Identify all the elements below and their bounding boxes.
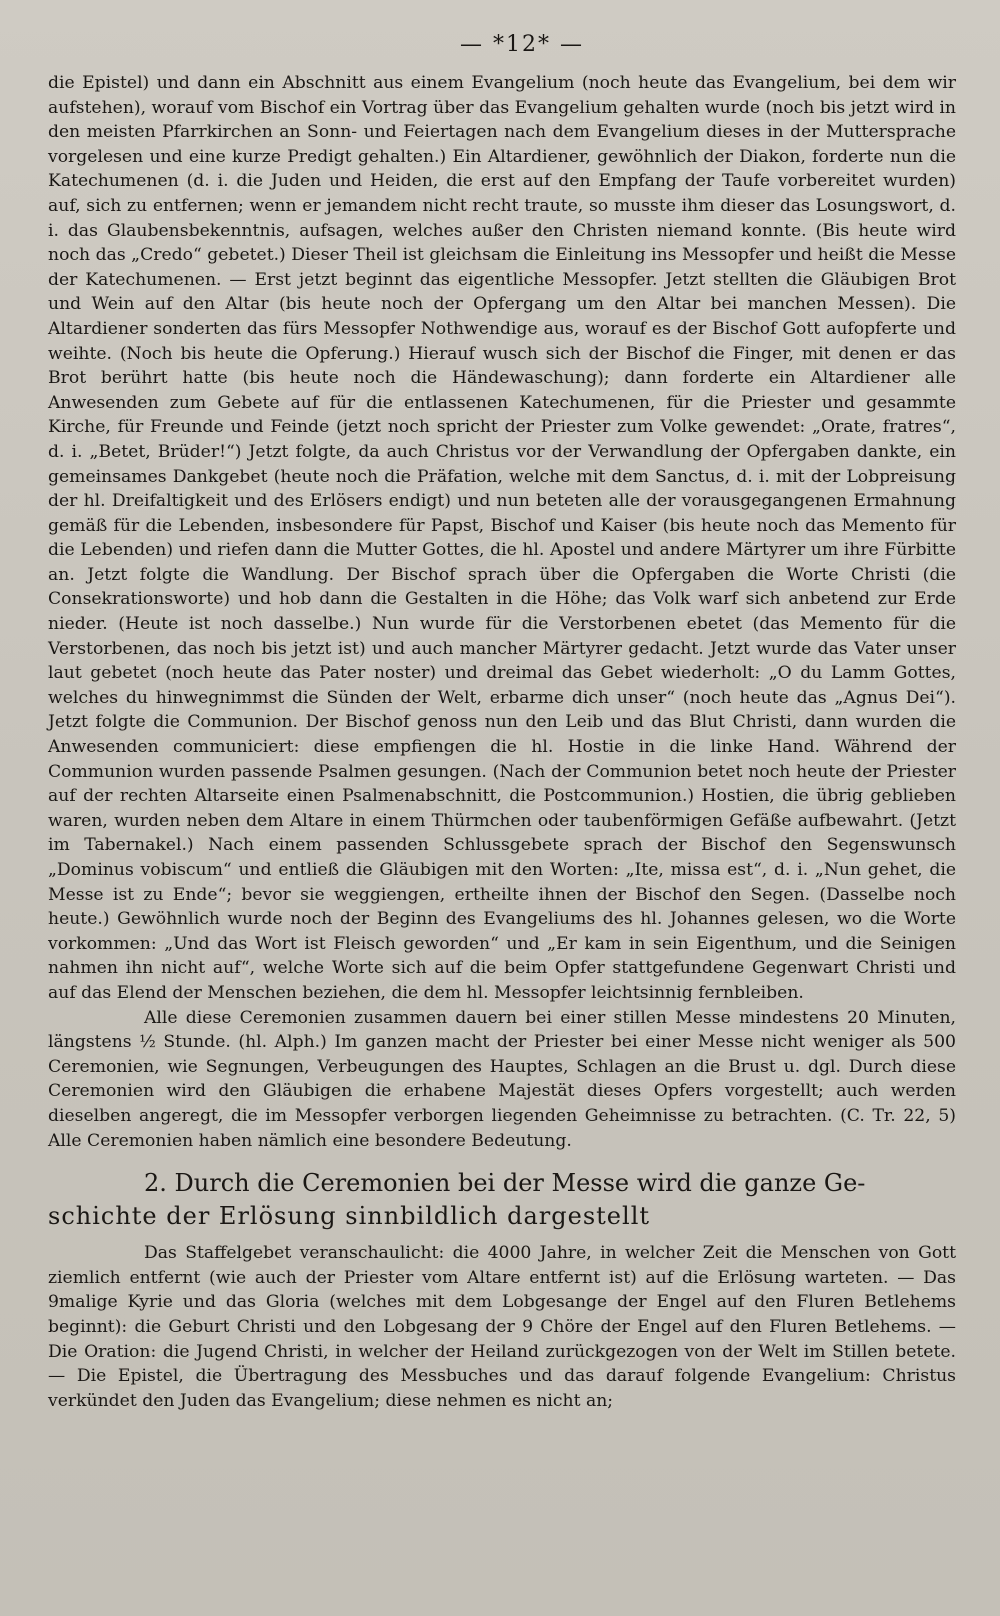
body-paragraph-3: Das Staffelgebet veranschaulicht: die 4000 Jahre, in welcher Zeit die Menschen von Gott ziemlich entfernt (wie auch der Priester vom Altare entfernt ist) auf die Erlösung warteten. — Das 9malige Kyrie und das Gloria (welches mit dem Lobgesange der Engel auf den Fluren Betlehems beginnt): die Geburt Christi und den Lobgesang der 9 Chöre der Engel auf den Fluren Betlehems. — Die Oration: die Jugend Christi, in welcher der Heiland zurückgezogen von der Welt im Stillen betete. — Die Epistel, die Übertragung des Messbuches und das darauf folgende Evangelium: Christus verkündet den Juden das Evangelium; diese nehmen es nicht an; bbox=[48, 1243, 956, 1411]
body-paragraph-1: die Epistel) und dann ein Abschnitt aus einem Evangelium (noch heute das Evangelium, bei dem wir aufstehen), worauf vom Bischof ein Vortrag über das Evangelium gehalten wurde (noch bis jetzt wird in den meisten Pfarrkirchen an Sonn- und Feiertagen nach dem Evangelium dieses in der Muttersprache vorgelesen und eine kurze Predigt gehalten.) Ein Altardiener, gewöhnlich der Diakon, forderte nun die Katechumenen (d. i. die Juden und Heiden, die erst auf den Empfang der Taufe vorbereitet wurden) auf, sich zu entfernen; wenn er jemandem nicht recht traute, so musste ihm dieser das Losungswort, d. i. das Glaubensbekenntnis, aufsagen, welches außer den Christen niemand konnte. (Bis heute wird noch das „Credo“ gebetet.) Dieser Theil ist gleichsam die Einleitung ins Messopfer und heißt die Messe der Katechumenen. — Erst jetzt beginnt das eigentliche Messopfer. Jetzt stellten die Gläubigen Brot und Wein auf den Altar (bis heute noch der Opfergang um den Altar bei manchen Messen). Die Altardiener sonderten das fürs Messopfer Nothwendige aus, worauf es der Bischof Gott aufopferte und weihte. (Noch bis heute die Opferung.) Hierauf wusch sich der Bischof die Finger, mit denen er das Brot berührt hatte (bis heute noch die Händewaschung); dann forderte ein Altardiener alle Anwesenden zum Gebete auf für die entlassenen Katechumenen, für die Priester und gesammte Kirche, für Freunde und Feinde (jetzt noch spricht der Priester zum Volke gewendet: „Orate, fratres“, d. i. „Betet, Brüder!“) Jetzt folgte, da auch Christus vor der Verwandlung der Opfergaben dankte, ein gemeinsames Dankgebet (heute noch die Präfation, welche mit dem Sanctus, d. i. mit der Lobpreisung der hl. Dreifaltigkeit und des Erlösers endigt) und nun beteten alle der vorausgegangenen Ermahnung gemäß für die Lebenden, insbesondere für Papst, Bischof und Kaiser (bis heute noch das Memento für die Lebenden) und riefen dann die Mutter Gottes, die hl. Apostel und andere Märtyrer um ihre Fürbitte an. Jetzt folgte die Wandlung. Der Bischof sprach über die Opfergaben die Worte Christi (die Consekrationsworte) und hob dann die Gestalten in die Höhe; das Volk warf sich anbetend zur Erde nieder. (Heute ist noch dasselbe.) Nun wurde für die Verstorbenen ebetet (das Memento für die Verstorbenen, das noch bis jetzt ist) und auch mancher Märtyrer gedacht. Jetzt wurde das Vater unser laut gebetet (noch heute das Pater noster) und dreimal das Gebet wiederholt: „O du Lamm Gottes, welches du hinwegnimmst die Sünden der Welt, erbarme dich unser“ (noch heute das „Agnus Dei“). Jetzt folgte die Communion. Der Bischof genoss nun den Leib und das Blut Christi, dann wurden die Anwesenden communiciert: diese empfiengen die hl. Hostie in die linke Hand. Während der Communion wurden passende Psalmen gesungen. (Nach der Communion betet noch heute der Priester auf der rechten Altarseite einen Psalmenabschnitt, die Postcommunion.) Hostien, die übrig geblieben waren, wurden neben dem Altare in einem Thürmchen oder taubenförmigen Gefäße aufbewahrt. (Jetzt im Tabernakel.) Nach einem passenden Schlussgebete sprach der Bischof den Segenswunsch „Dominus vobiscum“ und entließ die Gläubigen mit den Worten: „Ite, missa est“, d. i. „Nun gehet, die Messe ist zu Ende“; bevor sie weggiengen, ertheilte ihnen der Bischof den Segen. (Dasselbe noch heute.) Gewöhnlich wurde noch der Beginn des Evangeliums des hl. Johannes gelesen, wo die Worte vorkommen: „Und das Wort ist Fleisch geworden“ und „Er kam in sein Eigenthum, und die Seinigen nahmen ihn nicht auf“, welche Worte sich auf die beim Opfer stattgefundene Gegenwart Christi und auf das Elend der Menschen beziehen, die dem hl. Messopfer leichtsinnig fernbleiben. bbox=[48, 73, 956, 1003]
page-number: — *12* — bbox=[460, 32, 584, 57]
section-heading bbox=[48, 1167, 956, 1233]
section-heading-line-2: schichte der Erlösung sinnbildlich dargestellt bbox=[48, 1202, 651, 1231]
section-heading-line-1: 2. Durch die Ceremonien bei der Messe wird die ganze Ge- bbox=[144, 1169, 866, 1198]
body-paragraph-2: Alle diese Ceremonien zusammen dauern bei einer stillen Messe mindestens 20 Minuten, längstens ½ Stunde. (hl. Alph.) Im ganzen macht der Priester bei einer Messe nicht weniger als 500 Ceremonien, wie Segnungen, Verbeugungen des Hauptes, Schlagen an die Brust u. dgl. Durch diese Ceremonien wird den Gläubigen die erhabene Majestät dieses Opfers vorgestellt; auch werden dieselben angeregt, die im Messopfer verborgen liegenden Geheimnisse zu betrachten. (C. Tr. 22, 5) Alle Ceremonien haben nämlich eine besondere Bedeutung. bbox=[48, 1007, 956, 1151]
